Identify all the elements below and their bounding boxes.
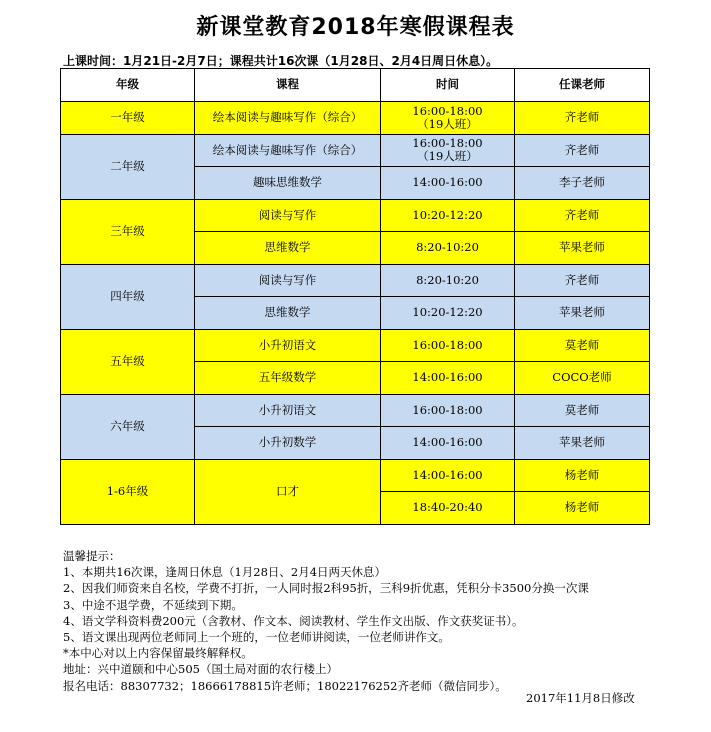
header-grade: 年级 (61, 69, 195, 102)
grade-cell: 1-6年级 (61, 459, 195, 524)
time-cell: 18:40-20:40 (381, 492, 515, 525)
modified-date: 2017年11月8日修改 (526, 691, 635, 705)
teacher-cell: 齐老师 (515, 264, 650, 297)
time-cell: 14:00-16:00 (381, 167, 515, 200)
course-cell: 小升初数学 (195, 427, 381, 460)
header-teacher: 任课老师 (515, 69, 650, 102)
course-cell: 小升初语文 (195, 329, 381, 362)
teacher-cell: 莫老师 (515, 329, 650, 362)
grade-cell: 二年级 (61, 134, 195, 199)
teacher-cell: 齐老师 (515, 134, 650, 167)
course-cell: 绘本阅读与趣味写作（综合） (195, 134, 381, 167)
header-time: 时间 (381, 69, 515, 102)
teacher-cell: 苹果老师 (515, 297, 650, 330)
table-row (61, 459, 650, 492)
table-row (61, 134, 650, 167)
teacher-cell: 莫老师 (515, 394, 650, 427)
teacher-cell: 齐老师 (515, 199, 650, 232)
note-item: 2、因我们师资来自名校，学费不打折，一人同时报2科95折，三科9折优惠，凭积分卡3500分换一次课 (63, 581, 589, 596)
notes-section (63, 548, 589, 694)
time-value: 16:00-18:00 (412, 136, 483, 151)
grade-cell: 一年级 (61, 102, 195, 135)
time-cell: 14:00-16:00 (381, 427, 515, 460)
note-item: 1、本期共16次课，逢周日休息（1月28日、2月4日两天休息） (63, 565, 387, 580)
course-cell: 思维数学 (195, 297, 381, 330)
page-title: 新课堂教育2018年寒假课程表 (196, 15, 515, 40)
time-cell (381, 134, 515, 167)
course-cell: 趣味思维数学 (195, 167, 381, 200)
course-cell: 思维数学 (195, 232, 381, 265)
note-item: 3、中途不退学费，不延续到下期。 (63, 597, 243, 612)
table-header-row (61, 69, 650, 102)
teacher-cell: 李子老师 (515, 167, 650, 200)
teacher-cell: 杨老师 (515, 492, 650, 525)
teacher-cell: 苹果老师 (515, 427, 650, 460)
phone-line: 报名电话：88307732；18666178815许老师；18022176252齐老师（微信同步）。 (63, 678, 507, 693)
note-item: *本中心对以上内容保留最终解释权。 (63, 646, 253, 661)
time-cell: 8:20-10:20 (381, 232, 515, 265)
course-cell: 阅读与写作 (195, 199, 381, 232)
course-cell: 小升初语文 (195, 394, 381, 427)
time-cell: 8:20-10:20 (381, 264, 515, 297)
notes-heading: 温馨提示： (63, 549, 121, 563)
class-size-note: （19人班） (417, 116, 478, 131)
note-item: 5、语文课出现两位老师同上一个班的，一位老师讲阅读，一位老师讲作文。 (63, 630, 450, 645)
time-cell: 14:00-16:00 (381, 362, 515, 395)
table-row (61, 394, 650, 427)
schedule-subtitle: 上课时间：1月21日-2月7日；课程共计16次课（1月28日、2月4日周日休息）。 (63, 54, 499, 68)
teacher-cell: 齐老师 (515, 102, 650, 135)
grade-cell: 三年级 (61, 199, 195, 264)
time-cell: 10:20-12:20 (381, 199, 515, 232)
course-schedule-table (60, 68, 650, 525)
time-cell: 16:00-18:00 (381, 394, 515, 427)
table-row (61, 199, 650, 232)
course-cell: 绘本阅读与趣味写作（综合） (195, 102, 381, 135)
header-course: 课程 (195, 69, 381, 102)
time-cell: 14:00-16:00 (381, 459, 515, 492)
table-row (61, 102, 650, 135)
teacher-cell: 杨老师 (515, 459, 650, 492)
table-row (61, 329, 650, 362)
class-size-note: （19人班） (417, 149, 478, 164)
time-cell: 10:20-12:20 (381, 297, 515, 330)
teacher-cell: 苹果老师 (515, 232, 650, 265)
course-cell: 阅读与写作 (195, 264, 381, 297)
grade-cell: 四年级 (61, 264, 195, 329)
time-value: 16:00-18:00 (412, 103, 483, 118)
course-cell: 五年级数学 (195, 362, 381, 395)
teacher-cell: COCO老师 (515, 362, 650, 395)
address-line: 地址：兴中道颐和中心505（国土局对面的农行楼上） (63, 662, 338, 677)
course-cell: 口才 (195, 459, 381, 524)
time-cell (381, 102, 515, 135)
time-cell: 16:00-18:00 (381, 329, 515, 362)
table-row (61, 264, 650, 297)
grade-cell: 六年级 (61, 394, 195, 459)
grade-cell: 五年级 (61, 329, 195, 394)
note-item: 4、语文学科资料费200元（含教材、作文本、阅读教材、学生作文出版、作文获奖证书）。 (63, 613, 524, 628)
